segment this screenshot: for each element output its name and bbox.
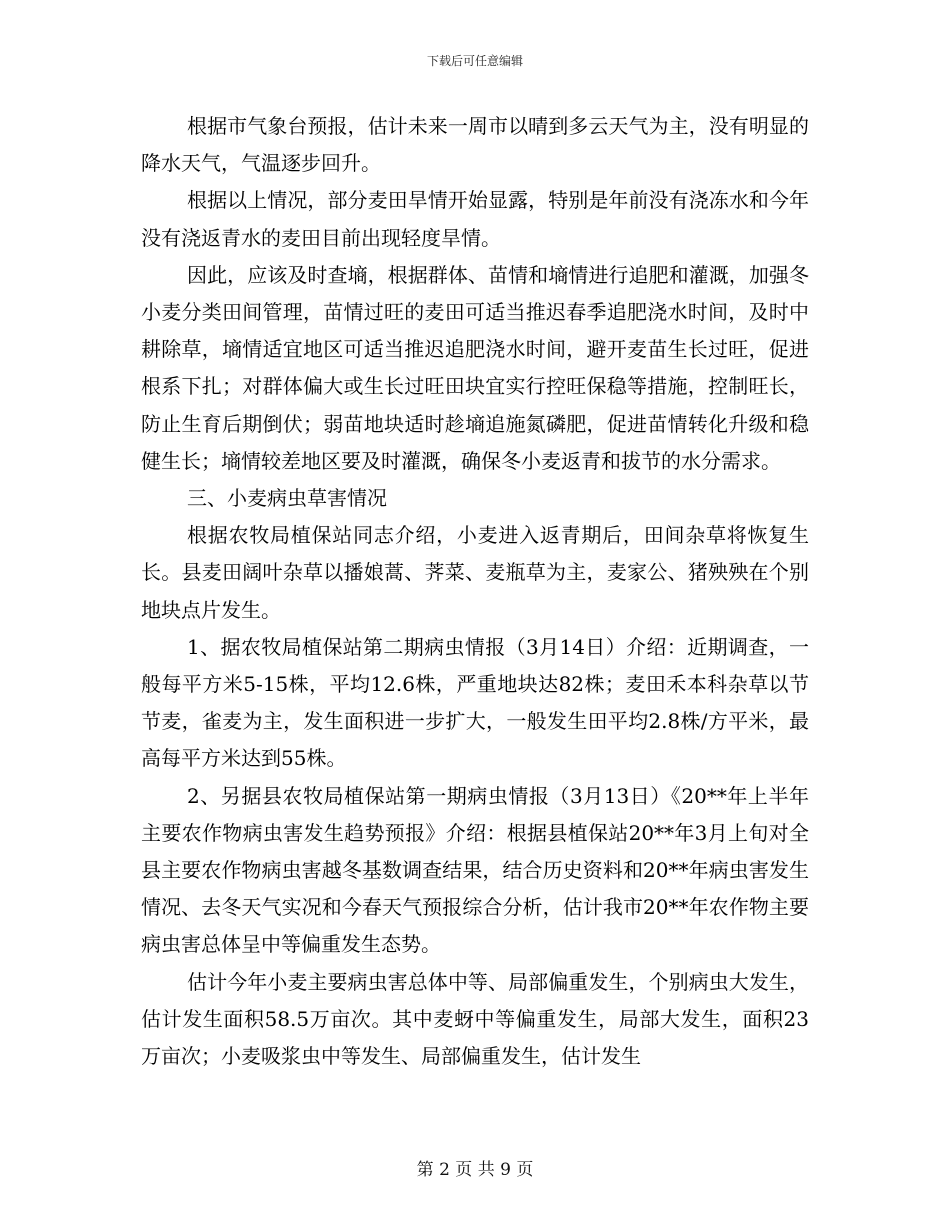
header-note: 下载后可任意编辑 [426, 54, 523, 68]
paragraph-drought-status: 根据以上情况，部分麦田旱情开始显露，特别是年前没有浇冻水和今年没有浇返青水的麦田目前出现轻度旱情。 [141, 188, 809, 250]
section-heading-pests: 三、小麦病虫草害情况 [187, 486, 387, 511]
page-number-footer: 第 2 页 共 9 页 [416, 1160, 534, 1180]
paragraph-pest-report-2: 2、另据县农牧局植保站第一期病虫情报（3月13日）《20**年上半年主要农作物病虫害发生趋势预报》介绍：根据县植保站20**年3月上旬对全县主要农作物病虫害越冬基数调查结果，结合历史资料和20**年病虫害发生情况、去冬天气实况和今春天气预报综合分析，估计我市20**年农作物主要病虫害总体呈中等偏重发生态势。 [141, 783, 809, 957]
paragraph-pest-estimate: 估计今年小麦主要病虫害总体中等、局部偏重发生，个别病虫大发生，估计发生面积58.5万亩次。其中麦蚜中等偏重发生，局部大发生，面积23万亩次；小麦吸浆虫中等发生、局部偏重发生，估计发生 [141, 969, 809, 1069]
paragraph-management-advice: 因此，应该及时查墒，根据群体、苗情和墒情进行追肥和灌溉，加强冬小麦分类田间管理，苗情过旺的麦田可适当推迟春季追肥浇水时间，及时中耕除草，墒情适宜地区可适当推迟追肥浇水时间，避开麦苗生长过旺，促进根系下扎；对群体偏大或生长过旺田块宜实行控旺保稳等措施，控制旺长，防止生育后期倒伏；弱苗地块适时趁墒追施氮磷肥，促进苗情转化升级和稳健生长；墒情较差地区要及时灌溉，确保冬小麦返青和拔节的水分需求。 [141, 262, 809, 473]
paragraph-weather-forecast: 根据市气象台预报，估计未来一周市以晴到多云天气为主，没有明显的降水天气，气温逐步回升。 [141, 114, 809, 176]
paragraph-weeds-intro: 根据农牧局植保站同志介绍，小麦进入返青期后，田间杂草将恢复生长。县麦田阔叶杂草以播娘蒿、荠菜、麦瓶草为主，麦家公、猪殃殃在个别地块点片发生。 [141, 523, 809, 622]
document-body [141, 108, 809, 1075]
paragraph-pest-report-1: 1、据农牧局植保站第二期病虫情报（3月14日）介绍：近期调查，一般每平方米5-15株，平均12.6株，严重地块达82株；麦田禾本科杂草以节节麦，雀麦为主，发生面积进一步扩大，一般发生田平均2.8株/方平米，最高每平方米达到55株。 [141, 634, 809, 771]
